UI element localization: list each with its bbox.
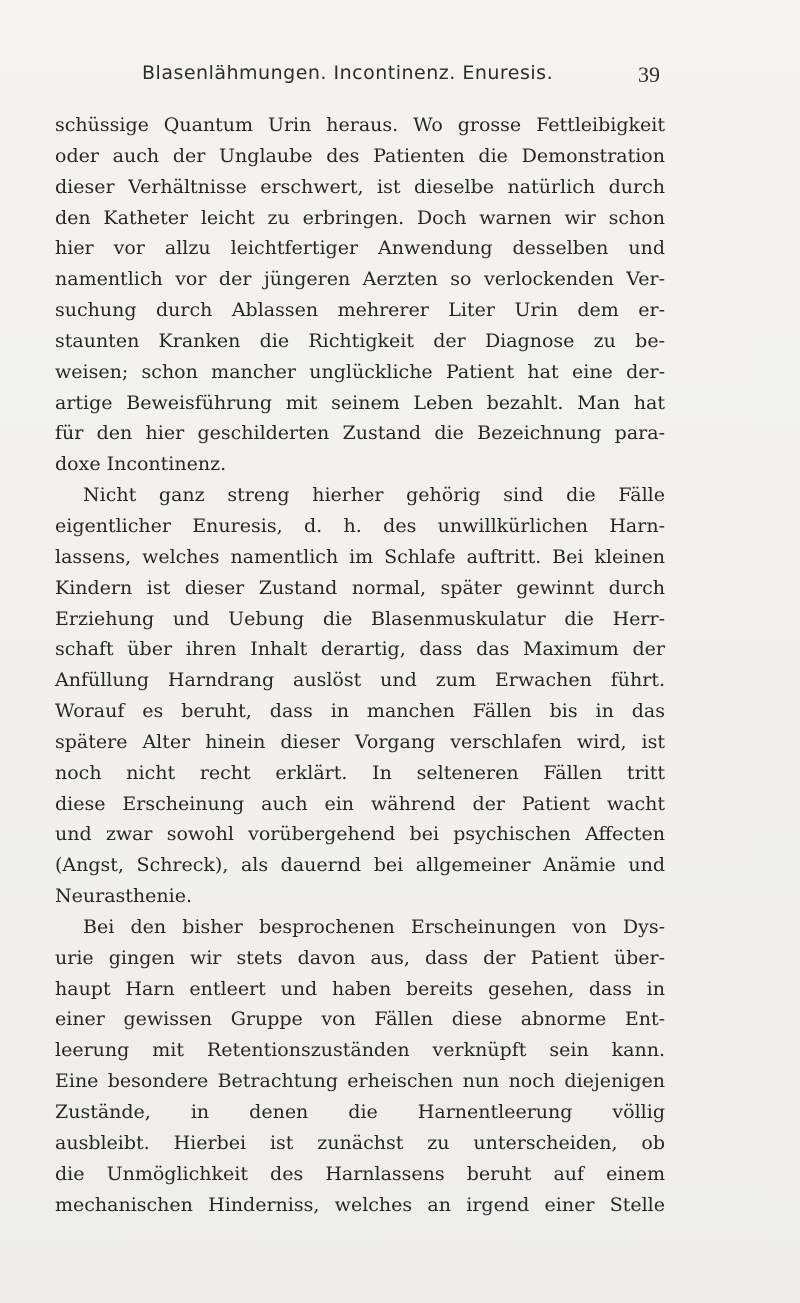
text-line: Anfüllung Harndrang auslöst und zum Erwachen führt. <box>55 669 665 692</box>
text-line: und zwar sowohl vorübergehend bei psychischen Affecten <box>55 823 665 846</box>
text-line: Zustände, in denen die Harnentleerung völlig <box>55 1101 665 1123</box>
text-line: suchung durch Ablassen mehrerer Liter Urin dem er- <box>55 299 665 322</box>
text-line: oder auch der Unglaube des Patienten die Demonstration <box>55 144 665 167</box>
text-line: leerung mit Retentionszuständen verknüpft sein kann. <box>55 1039 665 1062</box>
text-line: hier vor allzu leichtfertiger Anwendung desselben und <box>55 237 665 260</box>
text-line: Nicht ganz streng hierher gehörig sind die Fälle <box>83 484 665 507</box>
text-line: namentlich vor der jüngeren Aerzten so verlockenden Ver- <box>55 268 665 291</box>
text-line: einer gewissen Gruppe von Fällen diese abnorme Ent- <box>55 1008 665 1031</box>
text-line: schüssige Quantum Urin heraus. Wo grosse Fettleibigkeit <box>55 114 665 136</box>
text-line: urie gingen wir stets davon aus, dass der Patient über- <box>55 946 665 969</box>
text-line: staunten Kranken die Richtigkeit der Diagnose zu be- <box>55 329 665 352</box>
text-line: (Angst, Schreck), als dauernd bei allgemeiner Anämie und <box>55 854 665 877</box>
text-line: dieser Verhältnisse erschwert, ist dieselbe natürlich durch <box>55 175 665 198</box>
text-line: mechanischen Hinderniss, welches an irgend einer Stelle <box>55 1193 665 1216</box>
text-line: Bei den bisher besprochenen Erscheinungen von Dys- <box>83 915 665 938</box>
body-text <box>55 110 665 1220</box>
text-line: haupt Harn entleert und haben bereits gesehen, dass in <box>55 977 665 1000</box>
text-line: den Katheter leicht zu erbringen. Doch warnen wir schon <box>55 206 665 229</box>
text-line: Neurasthenie. <box>55 885 192 908</box>
text-line: ausbleibt. Hierbei ist zunächst zu unterscheiden, ob <box>55 1131 665 1154</box>
text-line: Kindern ist dieser Zustand normal, später gewinnt durch <box>55 576 665 599</box>
page-number: 39 <box>638 62 660 87</box>
running-head <box>142 62 660 98</box>
text-line: eigentlicher Enuresis, d. h. des unwillkürlichen Harn- <box>55 514 665 537</box>
text-line: schaft über ihren Inhalt derartig, dass das Maximum der <box>55 638 665 661</box>
text-line: Erziehung und Uebung die Blasenmuskulatur die Herr- <box>55 607 665 630</box>
text-line: weisen; schon mancher unglückliche Patient hat eine der- <box>55 360 665 383</box>
text-line: doxe Incontinenz. <box>55 453 227 476</box>
running-title: Blasenlähmungen. Incontinenz. Enuresis. <box>142 62 554 84</box>
text-line: Worauf es beruht, dass in manchen Fällen bis in das <box>55 700 665 723</box>
text-line: diese Erscheinung auch ein während der Patient wacht <box>55 792 665 815</box>
text-line: spätere Alter hinein dieser Vorgang verschlafen wird, ist <box>55 730 665 753</box>
text-line: für den hier geschilderten Zustand die Bezeichnung para- <box>55 422 665 445</box>
text-line: lassens, welches namentlich im Schlafe auftritt. Bei kleinen <box>55 545 665 568</box>
text-line: artige Beweisführung mit seinem Leben bezahlt. Man hat <box>55 391 665 414</box>
text-line: noch nicht recht erklärt. In selteneren Fällen tritt <box>55 761 665 784</box>
text-line: Eine besondere Betrachtung erheischen nun noch diejenigen <box>55 1070 665 1093</box>
text-line: die Unmöglichkeit des Harnlassens beruht auf einem <box>55 1162 665 1185</box>
